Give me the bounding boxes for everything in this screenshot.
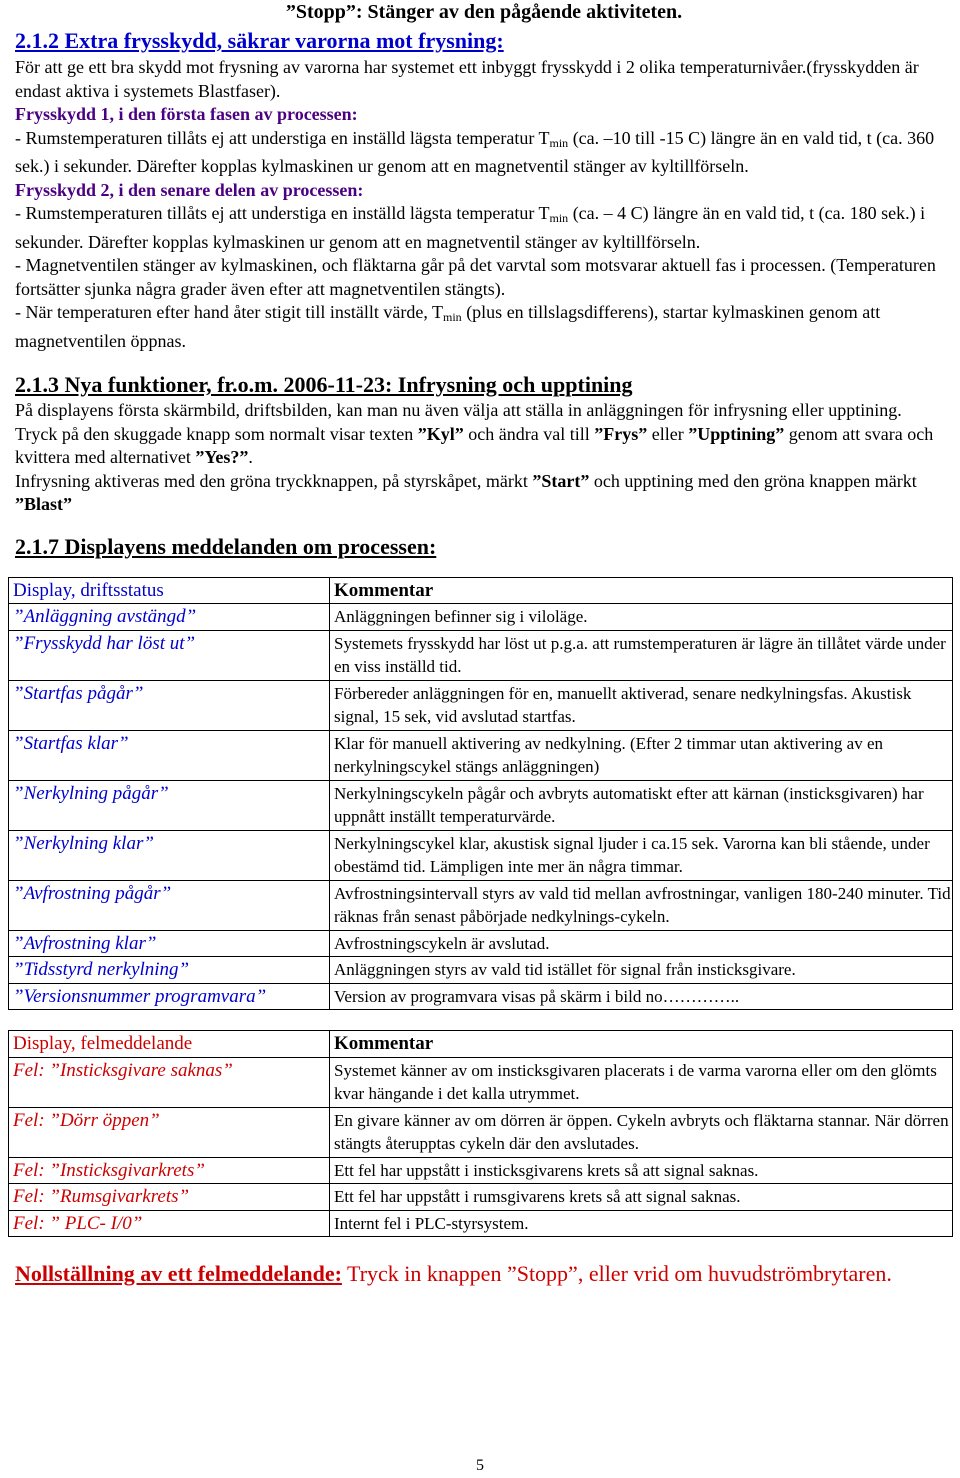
display-message-cell: Fel: ”Dörr öppen” [9,1107,330,1157]
p1-text-a: På displayens första skärmbild, driftsbilden, kan man nu även välja att ställa in anläggningen för infrysning eller upptining. Tryck på den skuggade knapp som normalt visar texten [15,400,902,444]
reset-note-text: Tryck in knappen ”Stopp”, eller vrid om huvudströmbrytaren. [341,1261,892,1286]
infrysning-paragraph-1 [15,399,945,470]
comment-cell: Anläggningen styrs av vald tid istället för signal från insticksgivare. [330,957,953,984]
table-header-row [9,1031,953,1058]
upptining-label: ”Upptining” [688,423,785,444]
status-table [8,577,953,1011]
heading-2-1-2: 2.1.2 Extra frysskydd, säkrar varorna mot frysning: [15,28,504,53]
comment-cell: Ett fel har uppstått i rumsgivarens krets så att signal saknas. [330,1184,953,1211]
document-page [13,0,951,1289]
table-row [9,830,953,880]
table-row [9,1107,953,1157]
fs2-text-b: (ca. – 4 C) längre än en vald tid, t (ca. 180 sek.) i sekunder. Därefter kopplas kylmaskinen ur genom att en magnetventil stänger av kyltillförseln. [15,203,926,252]
magnetventil-text: - Magnetventilen stänger av kylmaskinen, och fläktarna går på det varvtal som motsvarar aktuell fas i processen. (Temperaturen fortsätter sjunka några grader även efter att magnetventilen stängts). [15,255,936,299]
comment-cell: Ett fel har uppstått i insticksgivarens krets så att signal saknas. [330,1157,953,1184]
line4-text-a: - När temperaturen efter hand åter stigit till inställt värde, T [15,302,444,322]
table-row [9,880,953,930]
comment-cell: Internt fel i PLC-styrsystem. [330,1210,953,1237]
display-message-cell: ”Nerkylning klar” [9,830,330,880]
frys-label: ”Frys” [594,423,648,444]
display-message-cell: ”Nerkylning pågår” [9,780,330,830]
p2-text-b: och upptining med den gröna knappen märkt [589,470,917,491]
table-header-row [9,577,953,604]
header-comment-cell: Kommentar [330,1031,953,1058]
display-message-cell: Fel: ” PLC- I/0” [9,1210,330,1237]
display-message-cell: ”Avfrostning pågår” [9,880,330,930]
table-row [9,983,953,1010]
display-message-cell: ”Startfas klar” [9,730,330,780]
fs1-subscript: min [549,135,569,150]
header-comment-cell: Kommentar [330,577,953,604]
table-row [9,1184,953,1211]
header-display-cell: Display, driftsstatus [9,577,330,604]
table-row [9,604,953,631]
yes-label: ”Yes?” [195,447,249,467]
frysskydd-1-title: Frysskydd 1, i den första fasen av processen: [15,104,358,124]
display-message-cell: Fel: ”Insticksgivare saknas” [9,1057,330,1107]
p2-text-a: Infrysning aktiveras med den gröna tryckknappen, på styrskåpet, märkt [15,470,533,491]
heading-2-1-3: 2.1.3 Nya funktioner, fr.o.m. 2006-11-23: Infrysning och upptining [15,372,633,397]
fs1-text-a: - Rumstemperaturen tillåts ej att understiga en inställd lägsta temperatur T [15,127,550,148]
comment-cell: En givare känner av om dörren är öppen. Cykeln avbryts och fläktarna stannar. När dörren stängts återupptas cykeln där den avslutades. [330,1107,953,1157]
table-row [9,1057,953,1107]
table-row [9,1210,953,1237]
line4-text-b: (plus en tillslagsdifferens), startar kylmaskinen genom att magnetventilen öppnas. [15,302,881,351]
frysskydd-2-title: Frysskydd 2, i den senare delen av processen: [15,179,364,200]
line4-subscript: min [443,310,462,324]
table-row [9,630,953,680]
reset-note [15,1259,945,1289]
fs2-text-a: - Rumstemperaturen tillåts ej att understiga en inställd lägsta temperatur T [15,203,550,223]
table-row [9,730,953,780]
comment-cell: Nerkylningscykeln pågår och avbryts automatiskt efter att kärnan (insticksgivaren) har uppnått inställt temperaturvärde. [330,780,953,830]
frysskydd-2-text [15,202,945,254]
comment-cell: Systemet känner av om insticksgivaren placerats i de varma varorna eller om den glömts kvar hängande i det kalla utrymmet. [330,1057,953,1107]
table-row [9,930,953,957]
comment-cell: Version av programvara visas på skärm i bild no………….. [330,983,953,1010]
comment-cell: Klar för manuell aktivering av nedkylning. (Efter 2 timmar utan aktivering av en nerkylningscykel stängs anläggningen) [330,730,953,780]
p1-text-b: och ändra val till [463,423,595,444]
kyl-label: ”Kyl” [417,423,464,444]
heading-2-1-7: 2.1.7 Displayens meddelanden om processen: [15,533,437,559]
error-table [8,1030,953,1237]
infrysning-paragraph-2 [15,470,945,517]
frysskydd-1-text [15,127,945,179]
p1-text-d: genom att svara och kvittera med alternativet [15,423,934,467]
table-row [9,957,953,984]
p1-text-e: . [248,447,253,467]
page-number: 5 [476,1457,484,1474]
display-message-cell: ”Avfrostning klar” [9,930,330,957]
stopp-line: ”Stopp”: Stänger av den pågående aktiviteten. [285,1,683,23]
header-display-cell: Display, felmeddelande [9,1031,330,1058]
display-message-cell: ”Startfas pågår” [9,680,330,730]
display-message-cell: Fel: ”Insticksgivarkrets” [9,1157,330,1184]
display-message-cell: ”Frysskydd har löst ut” [9,630,330,680]
table-row [9,1157,953,1184]
table-row [9,780,953,830]
comment-cell: Anläggningen befinner sig i viloläge. [330,604,953,631]
reset-note-label: Nollställning av ett felmeddelande: [15,1261,342,1286]
comment-cell: Förbereder anläggningen för en, manuellt aktiverad, senare nedkylningsfas. Akustisk signal, 15 sek, vid avslutad startfas. [330,680,953,730]
table-row [9,680,953,730]
blast-label: ”Blast” [15,494,73,514]
display-message-cell: Fel: ”Rumsgivarkrets” [9,1184,330,1211]
temperatur-text [15,301,945,353]
fs1-text-b: (ca. –10 till -15 C) längre än en vald tid, t (ca. 360 sek.) i sekunder. Därefter kopplas kylmaskinen ur genom att en magnetventil stänger av kyltillförseln. [15,127,935,176]
display-message-cell: ”Tidsstyrd nerkylning” [9,957,330,984]
start-label: ”Start” [532,470,590,491]
display-message-cell: ”Anläggning avstängd” [9,604,330,631]
comment-cell: Avfrostningsintervall styrs av vald tid mellan avfrostningar, vanligen 180-240 minuter. Tid räknas från senast påbörjade nedkylnings-cykeln. [330,880,953,930]
comment-cell: Systemets frysskydd har löst ut p.g.a. att rumstemperaturen är lägre än tillåtet värde under en viss inställd tid. [330,630,953,680]
comment-cell: Nerkylningscykel klar, akustisk signal ljuder i ca.15 sek. Varorna kan bli stående, under obestämd tid. Lämpligen inte mer än några timmar. [330,830,953,880]
frysskydd-intro: För att ge ett bra skydd mot frysning av varorna har systemet ett inbyggt frysskydd i 2 olika temperaturnivåer.(frysskydden är endast aktiva i systemets Blastfaser). [15,57,919,101]
comment-cell: Avfrostningscykeln är avslutad. [330,930,953,957]
fs2-subscript: min [549,211,569,225]
p1-text-c: eller [647,423,689,444]
display-message-cell: ”Versionsnummer programvara” [9,983,330,1010]
